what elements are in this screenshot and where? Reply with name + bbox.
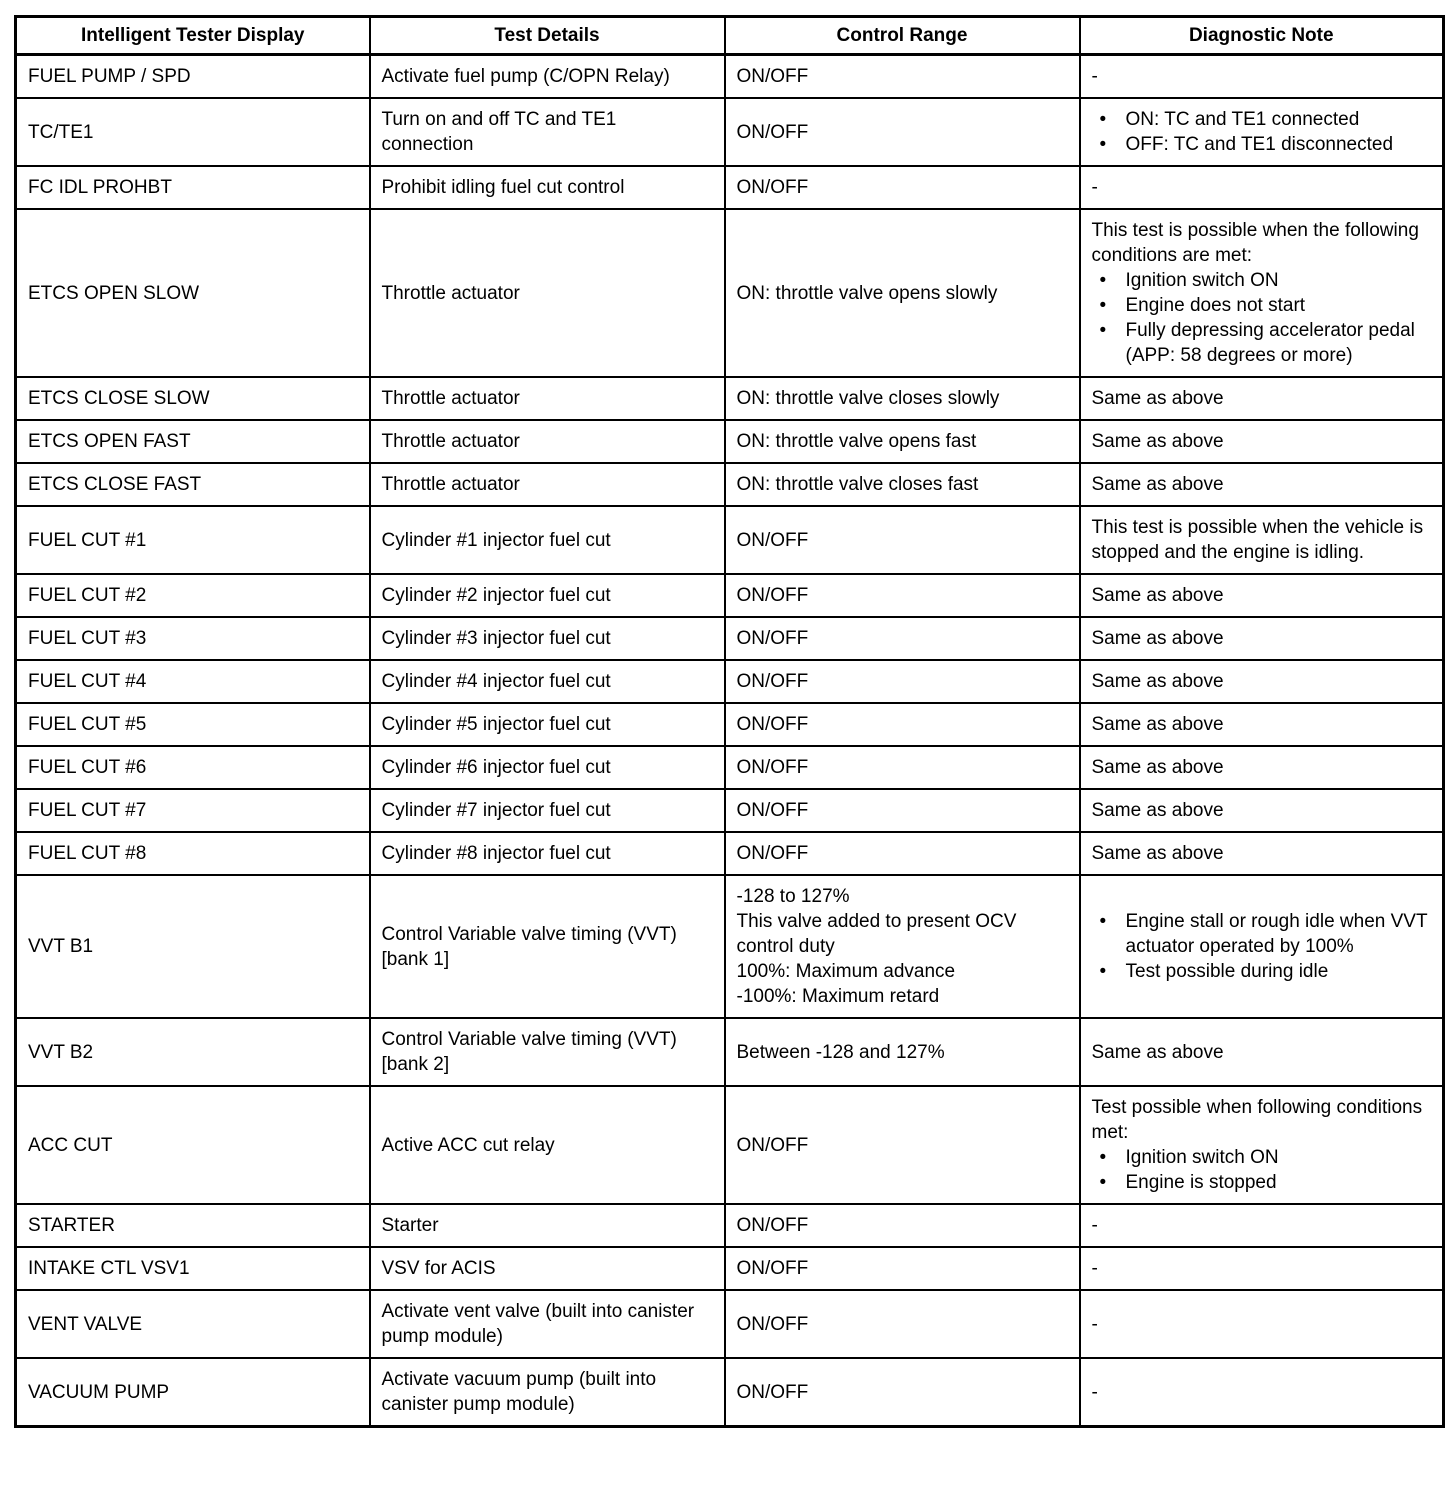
table-row — [16, 875, 1444, 1018]
cell-diagnostic-note: Same as above — [1080, 574, 1444, 617]
cell-tester-display: FUEL CUT #2 — [16, 574, 370, 617]
table-row — [16, 1204, 1444, 1247]
cell-test-details: Cylinder #2 injector fuel cut — [370, 574, 725, 617]
cell-control-range: ON/OFF — [725, 1086, 1080, 1204]
cell-tester-display: STARTER — [16, 1204, 370, 1247]
cell-control-range: ON/OFF — [725, 55, 1080, 99]
cell-diagnostic-note — [1080, 875, 1444, 1018]
cell-tester-display: ETCS OPEN SLOW — [16, 209, 370, 377]
cell-control-range: ON/OFF — [725, 1290, 1080, 1358]
cell-control-range: ON/OFF — [725, 617, 1080, 660]
cell-tester-display: FUEL CUT #6 — [16, 746, 370, 789]
cell-test-details: Cylinder #8 injector fuel cut — [370, 832, 725, 875]
cell-text-line: This valve added to present OCV control duty — [736, 911, 1017, 957]
table-row — [16, 420, 1444, 463]
cell-tester-display: TC/TE1 — [16, 98, 370, 166]
cell-test-details: Throttle actuator — [370, 209, 725, 377]
cell-diagnostic-note: Same as above — [1080, 746, 1444, 789]
table-row — [16, 832, 1444, 875]
cell-control-range: ON/OFF — [725, 746, 1080, 789]
bullet-item: • ON: TC and TE1 connected — [1092, 107, 1431, 132]
cell-test-details: Prohibit idling fuel cut control — [370, 166, 725, 209]
cell-tester-display: FC IDL PROHBT — [16, 166, 370, 209]
cell-test-details: Cylinder #1 injector fuel cut — [370, 506, 725, 574]
cell-test-details: Cylinder #4 injector fuel cut — [370, 660, 725, 703]
cell-text-line: -100%: Maximum retard — [736, 986, 940, 1007]
cell-control-range: ON/OFF — [725, 660, 1080, 703]
bullet-item: • Ignition switch ON — [1092, 268, 1431, 293]
table-row — [16, 209, 1444, 377]
bullet-item: • Ignition switch ON — [1092, 1145, 1431, 1170]
table-row — [16, 1247, 1444, 1290]
active-test-table — [14, 15, 1445, 1428]
cell-test-details: Activate vent valve (built into canister pump module) — [370, 1290, 725, 1358]
bullet-item: • Engine is stopped — [1092, 1170, 1431, 1195]
cell-test-details: Starter — [370, 1204, 725, 1247]
cell-test-details: Activate fuel pump (C/OPN Relay) — [370, 55, 725, 99]
cell-control-range: ON: throttle valve opens fast — [725, 420, 1080, 463]
table-row — [16, 55, 1444, 99]
cell-control-range: ON/OFF — [725, 1358, 1080, 1427]
cell-text-line: Test possible when following conditions met: — [1091, 1097, 1423, 1143]
cell-tester-display: FUEL CUT #8 — [16, 832, 370, 875]
cell-control-range: ON/OFF — [725, 574, 1080, 617]
table-row — [16, 166, 1444, 209]
cell-diagnostic-note: - — [1080, 1358, 1444, 1427]
cell-test-details: Cylinder #7 injector fuel cut — [370, 789, 725, 832]
cell-control-range: Between -128 and 127% — [725, 1018, 1080, 1086]
cell-tester-display: FUEL CUT #7 — [16, 789, 370, 832]
cell-test-details: Control Variable valve timing (VVT) [bank 1] — [370, 875, 725, 1018]
bullet-list — [1092, 1145, 1431, 1195]
cell-tester-display: FUEL CUT #1 — [16, 506, 370, 574]
bullet-item: • Fully depressing accelerator pedal (APP: 58 degrees or more) — [1092, 318, 1431, 368]
table-row — [16, 703, 1444, 746]
column-header-intelligent-tester-display: Intelligent Tester Display — [16, 17, 370, 55]
cell-test-details: VSV for ACIS — [370, 1247, 725, 1290]
bullet-list — [1092, 909, 1431, 984]
cell-test-details: Cylinder #5 injector fuel cut — [370, 703, 725, 746]
cell-control-range: ON/OFF — [725, 703, 1080, 746]
cell-diagnostic-note: Same as above — [1080, 660, 1444, 703]
cell-diagnostic-note: Same as above — [1080, 1018, 1444, 1086]
bullet-item: • Test possible during idle — [1092, 959, 1431, 984]
cell-diagnostic-note — [1080, 1086, 1444, 1204]
table-row — [16, 617, 1444, 660]
cell-control-range — [725, 875, 1080, 1018]
table-row — [16, 463, 1444, 506]
cell-control-range: ON: throttle valve closes fast — [725, 463, 1080, 506]
cell-test-details: Active ACC cut relay — [370, 1086, 725, 1204]
bullet-list — [1092, 107, 1431, 157]
cell-tester-display: ETCS OPEN FAST — [16, 420, 370, 463]
cell-control-range: ON/OFF — [725, 98, 1080, 166]
cell-diagnostic-note: - — [1080, 1204, 1444, 1247]
cell-test-details: Cylinder #3 injector fuel cut — [370, 617, 725, 660]
cell-tester-display: VVT B1 — [16, 875, 370, 1018]
cell-test-details: Throttle actuator — [370, 377, 725, 420]
table-row — [16, 1290, 1444, 1358]
cell-diagnostic-note: Same as above — [1080, 703, 1444, 746]
cell-diagnostic-note: Same as above — [1080, 832, 1444, 875]
cell-diagnostic-note — [1080, 98, 1444, 166]
cell-diagnostic-note: - — [1080, 1247, 1444, 1290]
cell-text-line: -128 to 127% — [736, 886, 850, 907]
cell-tester-display: ETCS CLOSE FAST — [16, 463, 370, 506]
cell-tester-display: INTAKE CTL VSV1 — [16, 1247, 370, 1290]
cell-diagnostic-note: This test is possible when the vehicle is stopped and the engine is idling. — [1080, 506, 1444, 574]
cell-diagnostic-note: - — [1080, 166, 1444, 209]
cell-text-line: This test is possible when the following conditions are met: — [1091, 220, 1419, 266]
cell-tester-display: FUEL CUT #5 — [16, 703, 370, 746]
cell-control-range: ON: throttle valve opens slowly — [725, 209, 1080, 377]
table-row — [16, 1358, 1444, 1427]
cell-control-range: ON/OFF — [725, 506, 1080, 574]
cell-tester-display: VVT B2 — [16, 1018, 370, 1086]
table-row — [16, 789, 1444, 832]
cell-tester-display: FUEL CUT #3 — [16, 617, 370, 660]
cell-diagnostic-note: Same as above — [1080, 463, 1444, 506]
cell-control-range: ON/OFF — [725, 789, 1080, 832]
table-row — [16, 1018, 1444, 1086]
cell-test-details: Throttle actuator — [370, 420, 725, 463]
table-row — [16, 574, 1444, 617]
cell-tester-display: ETCS CLOSE SLOW — [16, 377, 370, 420]
table-row — [16, 377, 1444, 420]
cell-control-range: ON/OFF — [725, 1247, 1080, 1290]
cell-test-details: Throttle actuator — [370, 463, 725, 506]
table-row — [16, 660, 1444, 703]
bullet-list — [1092, 268, 1431, 368]
cell-diagnostic-note: - — [1080, 1290, 1444, 1358]
column-header-control-range: Control Range — [725, 17, 1080, 55]
table-row — [16, 506, 1444, 574]
table-row — [16, 746, 1444, 789]
cell-control-range: ON/OFF — [725, 166, 1080, 209]
cell-diagnostic-note: Same as above — [1080, 617, 1444, 660]
cell-test-details: Cylinder #6 injector fuel cut — [370, 746, 725, 789]
cell-control-range: ON/OFF — [725, 1204, 1080, 1247]
cell-test-details: Turn on and off TC and TE1 connection — [370, 98, 725, 166]
cell-tester-display: FUEL PUMP / SPD — [16, 55, 370, 99]
table-row — [16, 98, 1444, 166]
cell-test-details: Activate vacuum pump (built into canister pump module) — [370, 1358, 725, 1427]
cell-diagnostic-note: Same as above — [1080, 420, 1444, 463]
table-row — [16, 1086, 1444, 1204]
cell-diagnostic-note: - — [1080, 55, 1444, 99]
header-row — [16, 17, 1444, 55]
cell-control-range: ON/OFF — [725, 832, 1080, 875]
bullet-item: • OFF: TC and TE1 disconnected — [1092, 132, 1431, 157]
cell-diagnostic-note: Same as above — [1080, 789, 1444, 832]
cell-tester-display: FUEL CUT #4 — [16, 660, 370, 703]
column-header-diagnostic-note: Diagnostic Note — [1080, 17, 1444, 55]
cell-tester-display: ACC CUT — [16, 1086, 370, 1204]
cell-control-range: ON: throttle valve closes slowly — [725, 377, 1080, 420]
test-table-body — [16, 55, 1444, 1427]
cell-text-line: 100%: Maximum advance — [736, 961, 956, 982]
bullet-item: • Engine does not start — [1092, 293, 1431, 318]
cell-tester-display: VACUUM PUMP — [16, 1358, 370, 1427]
bullet-item: • Engine stall or rough idle when VVT actuator operated by 100% — [1092, 909, 1431, 959]
column-header-test-details: Test Details — [370, 17, 725, 55]
cell-tester-display: VENT VALVE — [16, 1290, 370, 1358]
cell-diagnostic-note — [1080, 209, 1444, 377]
cell-diagnostic-note: Same as above — [1080, 377, 1444, 420]
cell-test-details: Control Variable valve timing (VVT) [bank 2] — [370, 1018, 725, 1086]
